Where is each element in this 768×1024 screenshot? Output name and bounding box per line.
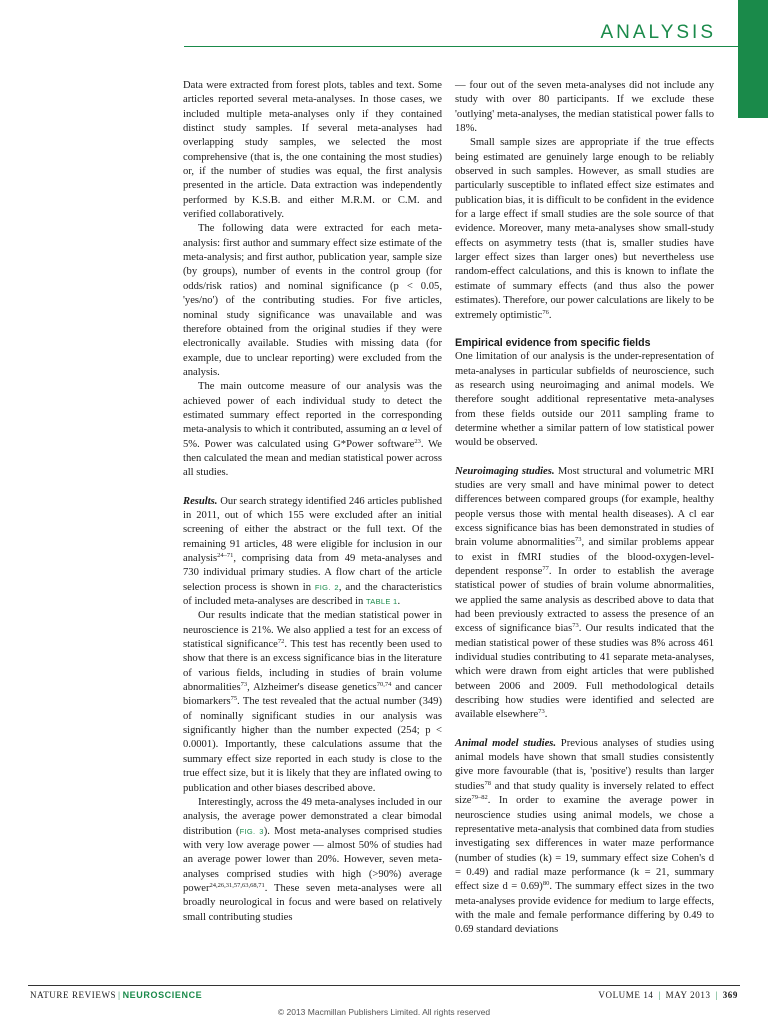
paragraph: The main outcome measure of our analysis was the achieved power of each individual study to detect the estimated summary effect reported in the corresponding meta-analysis to which it contributed, assuming an α level of 5%. Power was calculated using G*Power software$^{23}$. We then calculated the mean and median statistical power across all studies. (183, 381, 442, 479)
paragraph: Small sample sizes are appropriate if the true effects being estimated are genuinely large enough to be reliably observed in such samples. However, as small studies are particularly susceptible to inflated effect size estimates and publication bias, it is difficult to be confident in the evidence for a large effect if small studies are the sole source of that evidence. Moreover, many meta-analyses show small-study effects on asymmetry tests (that is, smaller studies have larger effect sizes than larger ones) but nevertheless use random-effect calculations, and this is known to inflate the estimate of summary effects (and thus also the power estimates). Therefore, our power calculations are likely to be extremely optimistic$^{76}$. (455, 137, 714, 321)
paragraph: — four out of the seven meta-analyses did not include any study with over 80 participants. If we exclude these 'outlying' meta-analyses, the median statistical power falls to 18%. (455, 80, 714, 135)
citation[interactable]: 78 (484, 779, 491, 787)
citation[interactable]: 73 (574, 536, 582, 544)
right-column (455, 79, 714, 938)
journal-name: NATURE REVIEWS (30, 990, 117, 1000)
citation[interactable]: 79–82 (471, 794, 488, 802)
paragraph: Interestingly, across the 49 meta-analyses included in our analysis, the average power demonstrated a clear bimodal distribution (FIG. 3). Most meta-analyses comprised studies with very low average power — almost 50% of studies had an average power lower than 20%. However, seven meta-analyses comprised studies with high (>90%) average power$^{24,26,31,57,63,68,71}$. These seven meta-analyses were all broadly neurological in focus and were based on relatively small contributing studies (183, 796, 442, 923)
citation[interactable]: 77 (542, 565, 549, 572)
citation[interactable]: 23 (414, 437, 421, 445)
section-header: ANALYSIS (600, 22, 716, 43)
footer-journal (30, 990, 202, 1000)
citation[interactable]: 76 (542, 308, 549, 316)
citation[interactable]: 24–71 (217, 552, 234, 559)
paragraph: Our results indicate that the median statistical power in neuroscience is 21%. We also applied a test for an excess of statistical significance$^{72}$. This test has recently been used to show that there is an excess significance bias in the literature of various fields, including in studies of brain volume abnormalities$^{73}$, Alzheimer's disease genetics$^{70,74}$ and cancer biomarkers$^{75}$. The test revealed that the actual number (349) of nominally significant studies in our analysis was significantly higher than the number expected (254; p < 0.0001). Importantly, these calculations assume that the summary effect size reported in each study is close to the true effect size, but it is likely that they are inflated owing to publication and other biases described above. (183, 610, 442, 794)
run-in-heading: Results. (183, 495, 218, 507)
figure-link[interactable]: FIG. 2 (314, 582, 339, 592)
footer-separator: | (118, 990, 121, 1000)
issue-date: MAY 2013 (665, 990, 711, 1000)
paragraph: One limitation of our analysis is the under-representation of meta-analyses in particular subfields of neuroscience, such as research using neuroimaging and animal models. We therefore sought additional representative meta-analyses from these fields outside our 2011 sampling frame to determine whether a similar pattern of low statistical power would be observed. (455, 351, 714, 449)
citation[interactable]: 73 (572, 622, 579, 630)
run-in-heading: Neuroimaging studies. (455, 465, 555, 477)
left-column (183, 79, 442, 925)
footer-rule (28, 985, 740, 986)
citation[interactable]: 75 (230, 695, 238, 703)
citation[interactable]: 24,26,31,57,63,68,71 (209, 881, 265, 889)
paragraph-neuroimaging: Neuroimaging studies. Most structural and volumetric MRI studies are very small and have minimal power to detect differences between compared groups (for example, healthy people versus those with mental health diseases). A cl ear excess significance bias has been demonstrated in studies of brain volume abnormalities$^{73}$, and similar problems appear to exist in fMRI studies of the blood-oxygen-level-dependent response$^{77}$. In order to establish the average statistical power of studies of brain volume abnormalities, we applied the same analysis as described above to data that had been previously extracted to assess the presence of an excess of significance bias$^{73}$. Our results indicated that the median statistical power of these studies was 8% across 461 individual studies contributing to 41 separate meta-analyses, which were drawn from eight articles that were published between 2006 and 2009. Full methodological details describing how studies were identified and selected are available elsewhere$^{73}$. (455, 465, 715, 721)
citation[interactable]: 73 (240, 681, 248, 689)
section-tab-marker (738, 0, 768, 118)
paragraph: The following data were extracted for each meta-analysis: first author and summary effect size estimate of the meta-analysis; and first author, publication year, sample size (by groups), number of events in the control group (for odds/risk ratios) and nominal significance (p < 0.05, 'yes/no') of the contributing studies. For five articles, nominal study significance was unavailable and was therefore obtained from the original studies if they were electronically available. Studies with missing data (for example, due to unclear reporting) were excluded from the analysis. (183, 223, 442, 378)
citation[interactable]: 72 (277, 638, 285, 646)
run-in-heading: Animal model studies. (455, 737, 557, 749)
page-number: 369 (722, 990, 738, 1000)
section-heading: Empirical evidence from specific fields (455, 336, 651, 349)
header-rule (184, 46, 740, 47)
copyright-notice: © 2013 Macmillan Publishers Limited. All rights reserved (277, 1007, 491, 1017)
paragraph: Data were extracted from forest plots, tables and text. Some articles reported several meta-analyses. In those cases, we included multiple meta-analyses only if they contained distinct study samples. If several meta-analyses had overlapping study samples, we selected the most comprehensive (that is, the one containing the most studies) or, if the number of studies was equal, the first analysis presented in the article. Data extraction was independently performed by K.S.B. and either M.R.M. or C.M. and verified collaboratively. (183, 80, 442, 221)
citation[interactable]: 80 (542, 880, 550, 888)
table-link[interactable]: TABLE 1 (365, 597, 398, 607)
figure-link[interactable]: FIG. 3 (239, 826, 264, 836)
footer-separator: | (658, 990, 661, 1000)
citation[interactable]: 70,74 (376, 681, 392, 689)
citation[interactable]: 73 (538, 708, 545, 716)
journal-section: NEUROSCIENCE (122, 990, 203, 1000)
paragraph-animal-models: Animal model studies. Previous analyses of studies using animal models have shown that small studies consistently give more favourable (that is, 'positive') results than larger studies$^{78}$ and that study quality is inversely related to effect size$^{79-82}$. In order to examine the average power in neuroscience studies using animal models, we chose a representative meta-analysis that combined data from studies investigating sex differences in water maze performance (number of studies (k) = 19, summary effect size Cohen's d = 0.49) and radial maze performance (k = 21, summary effect size d = 0.69)$^{80}$. The summary effect sizes in the two meta-analyses provide evidence for medium to large effects, with the male and female performance differing by 0.49 to 0.69 standard deviations (455, 737, 714, 936)
footer-separator: | (715, 990, 718, 1000)
volume: VOLUME 14 (598, 990, 654, 1000)
footer-issue (598, 990, 738, 1000)
paragraph-results: Results. Our search strategy identified 246 articles published in 2011, out of which 155 were excluded after an initial screening of either the abstract or the full text. Of the remaining 91 articles, 48 were eligible for inclusion in our analysis$^{24-71}$, comprising data from 49 meta-analyses and 730 individual primary studies. A flow chart of the article selection process is shown in FIG. 2, and the characteristics of included meta-analyses are described in TABLE 1. (183, 495, 443, 608)
